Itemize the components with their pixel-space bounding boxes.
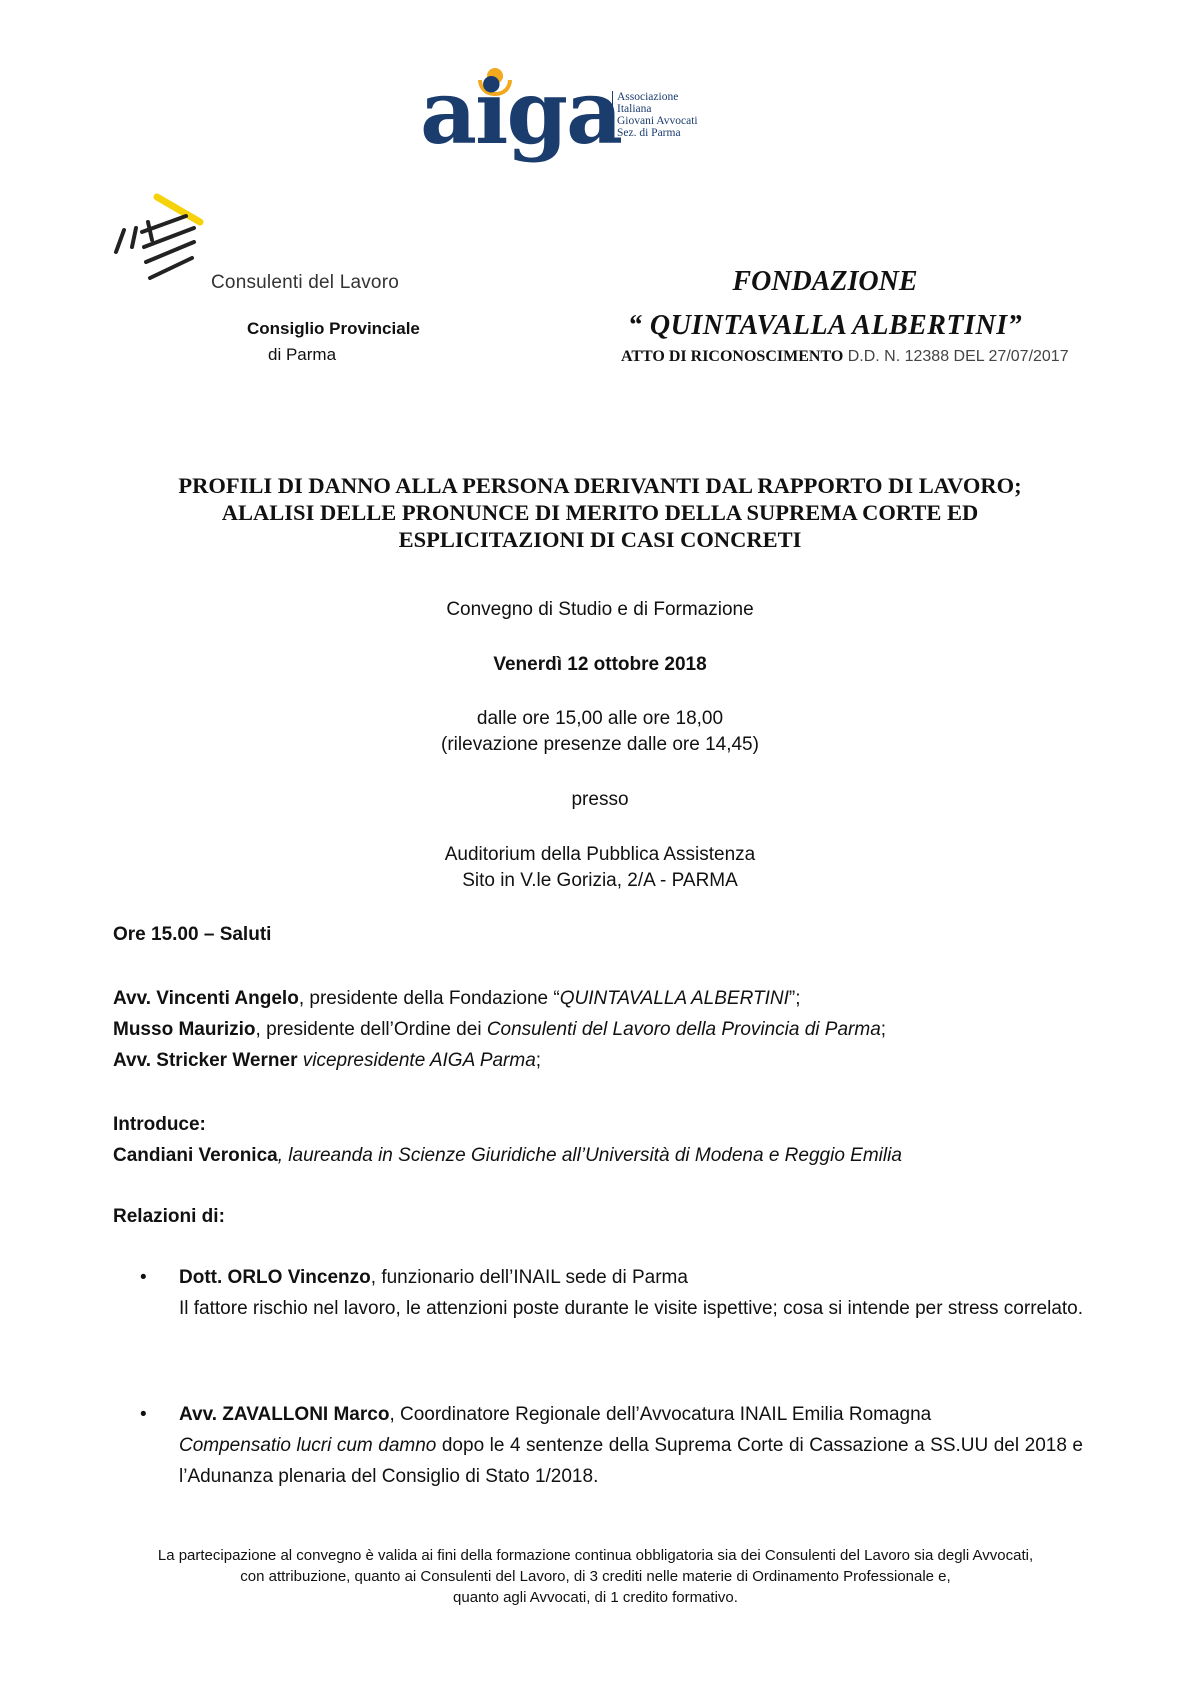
intro-section xyxy=(113,1109,1093,1171)
event-address: Sito in V.le Gorizia, 2/A - PARMA xyxy=(462,870,738,891)
aiga-logo-word: aiga xyxy=(420,60,621,164)
event-time: dalle ore 15,00 alle ore 18,00 xyxy=(476,708,724,729)
event-presso: presso xyxy=(571,789,629,810)
greeting-item: Avv. Vincenti Angelo, presidente della Fondazione “QUINTAVALLA ALBERTINI”; xyxy=(113,988,801,1009)
foundation-act xyxy=(621,348,1069,366)
event-type: Convegno di Studio e di Formazione xyxy=(446,599,754,620)
talk-topic-italic: Compensatio lucri cum damno xyxy=(179,1435,437,1456)
talk-item xyxy=(113,1399,1083,1492)
bullet-icon: • xyxy=(140,1267,147,1288)
intro-heading: Introduce: xyxy=(113,1114,206,1135)
foundation-name: “ QUINTAVALLA ALBERTINI” xyxy=(627,310,1023,341)
title-line: ESPLICITAZIONI DI CASI CONCRETI xyxy=(398,527,802,552)
consulenti-logo-icon xyxy=(112,192,212,292)
council-line1: Consiglio Provinciale xyxy=(247,319,420,338)
title-line: ALALISI DELLE PRONUNCE DI MERITO DELLA SUPREMA CORTE ED xyxy=(221,500,979,525)
act-detail: D.D. N. 12388 DEL 27/07/2017 xyxy=(847,348,1069,365)
talk-topic: dopo le 4 sentenze della Suprema Corte di Cassazione a SS.UU del 2018 e l’Adunanza plenaria del Consiglio di Stato 1/2018. xyxy=(179,1435,1083,1487)
greetings-list xyxy=(113,983,1093,1076)
greeting-item: Musso Maurizio, presidente dell’Ordine dei Consulenti del Lavoro della Provincia di Parma; xyxy=(113,1019,887,1040)
greeting-item: Avv. Stricker Werner vicepresidente AIGA Parma; xyxy=(113,1050,542,1071)
talks-heading: Relazioni di: xyxy=(113,1206,225,1227)
act-label: ATTO DI RICONOSCIMENTO xyxy=(621,348,844,365)
document-title xyxy=(100,472,1100,553)
talk-topic: Il fattore rischio nel lavoro, le attenzioni poste durante le visite ispettive; cosa si intende per stress correlato. xyxy=(179,1298,1084,1319)
intro-item: Candiani Veronica, laureanda in Scienze Giuridiche all’Università di Modena e Reggio Emilia xyxy=(113,1145,902,1166)
talk-item xyxy=(113,1262,1083,1324)
event-venue: Auditorium della Pubblica Assistenza xyxy=(444,844,756,865)
talk-role: , funzionario dell’INAIL sede di Parma xyxy=(370,1267,688,1288)
aiga-logo-subtitle: Associazione Italiana Giovani Avvocati Sez. di Parma xyxy=(612,91,727,139)
consulenti-name: Consulenti del Lavoro xyxy=(211,272,399,293)
foundation-title: FONDAZIONE xyxy=(732,266,918,297)
talk-speaker: Avv. ZAVALLONI Marco xyxy=(179,1404,390,1425)
council-line2: di Parma xyxy=(268,345,337,364)
greetings-heading: Ore 15.00 – Saluti xyxy=(113,924,272,945)
event-attendance: (rilevazione presenze dalle ore 14,45) xyxy=(441,734,759,755)
bullet-icon: • xyxy=(140,1404,147,1425)
title-line: PROFILI DI DANNO ALLA PERSONA DERIVANTI DAL RAPPORTO DI LAVORO; xyxy=(178,473,1022,498)
footer-note: La partecipazione al convegno è valida ai fini della formazione continua obbligatoria sia dei Consulenti del Lavoro sia degli Avvocati, con attribuzione, quanto ai Consulenti del Lavoro, di 3 crediti nelle materie di Ordinamento Professionale e, quanto agli Avvocati, di 1 credito formativo. xyxy=(157,1547,1034,1606)
talk-speaker: Dott. ORLO Vincenzo xyxy=(179,1267,371,1288)
event-date: Venerdì 12 ottobre 2018 xyxy=(493,654,707,675)
talk-role: , Coordinatore Regionale dell’Avvocatura INAIL Emilia Romagna xyxy=(389,1404,932,1425)
